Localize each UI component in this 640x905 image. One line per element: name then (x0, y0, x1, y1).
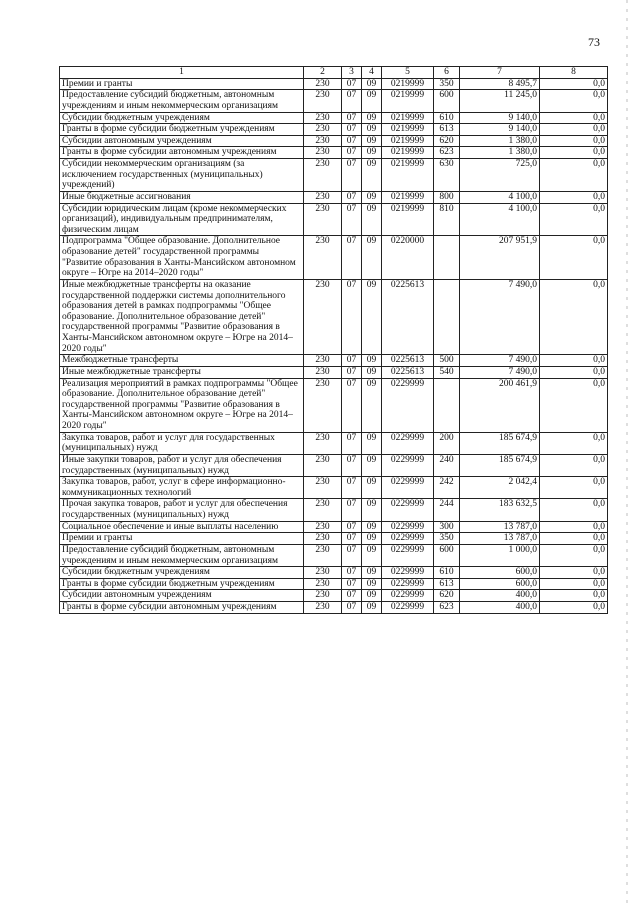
page-number: 73 (588, 35, 600, 49)
cell-subsection: 09 (362, 355, 382, 367)
cell-section: 07 (342, 533, 362, 545)
table-row (60, 124, 608, 136)
cell-amount-2: 0,0 (540, 590, 608, 602)
header-cell: 8 (540, 67, 608, 79)
cell-target-article: 0229999 (382, 578, 434, 590)
cell-target-article: 0229999 (382, 499, 434, 521)
cell-amount-2: 0,0 (540, 78, 608, 90)
cell-admin-code: 230 (304, 578, 342, 590)
cell-target-article: 0229999 (382, 432, 434, 454)
cell-amount: 725,0 (460, 159, 540, 192)
cell-subsection: 09 (362, 454, 382, 476)
cell-amount-2: 0,0 (540, 124, 608, 136)
cell-expense-type: 600 (434, 90, 460, 112)
cell-target-article: 0219999 (382, 90, 434, 112)
cell-expense-type: 540 (434, 366, 460, 378)
header-cell: 6 (434, 67, 460, 79)
cell-amount-2: 0,0 (540, 432, 608, 454)
cell-section: 07 (342, 602, 362, 614)
cell-amount: 400,0 (460, 602, 540, 614)
cell-amount: 2 042,4 (460, 477, 540, 499)
cell-target-article: 0229999 (382, 544, 434, 566)
cell-amount-2: 0,0 (540, 203, 608, 236)
cell-target-article: 0219999 (382, 78, 434, 90)
cell-target-article: 0225613 (382, 355, 434, 367)
cell-amount-2: 0,0 (540, 533, 608, 545)
cell-expense-type: 800 (434, 191, 460, 203)
cell-name: Субсидии бюджетным учреждениям (60, 567, 304, 579)
header-cell: 7 (460, 67, 540, 79)
cell-target-article: 0229999 (382, 454, 434, 476)
cell-admin-code: 230 (304, 454, 342, 476)
cell-admin-code: 230 (304, 203, 342, 236)
cell-section: 07 (342, 236, 362, 280)
cell-amount: 7 490,0 (460, 279, 540, 354)
header-cell: 4 (362, 67, 382, 79)
cell-target-article: 0229999 (382, 590, 434, 602)
cell-section: 07 (342, 567, 362, 579)
cell-amount-2: 0,0 (540, 147, 608, 159)
cell-expense-type: 613 (434, 578, 460, 590)
cell-subsection: 09 (362, 78, 382, 90)
cell-admin-code: 230 (304, 378, 342, 432)
cell-name: Закупка товаров, работ и услуг для государственных (муниципальных) нужд (60, 432, 304, 454)
table-row (60, 236, 608, 280)
cell-name: Субсидии юридическим лицам (кроме некоммерческих организаций), индивидуальным предпринимателям, физическим лицам (60, 203, 304, 236)
cell-subsection: 09 (362, 366, 382, 378)
cell-subsection: 09 (362, 124, 382, 136)
scan-edge-decoration (626, 0, 628, 905)
table-row (60, 590, 608, 602)
budget-table (59, 66, 608, 614)
cell-target-article: 0225613 (382, 279, 434, 354)
cell-admin-code: 230 (304, 477, 342, 499)
cell-amount: 7 490,0 (460, 366, 540, 378)
cell-target-article: 0219999 (382, 159, 434, 192)
cell-section: 07 (342, 191, 362, 203)
cell-admin-code: 230 (304, 544, 342, 566)
table-row (60, 90, 608, 112)
cell-expense-type: 600 (434, 544, 460, 566)
cell-section: 07 (342, 378, 362, 432)
cell-admin-code: 230 (304, 521, 342, 533)
table-row (60, 432, 608, 454)
cell-section: 07 (342, 499, 362, 521)
cell-target-article: 0229999 (382, 477, 434, 499)
table-row (60, 203, 608, 236)
cell-amount: 8 495,7 (460, 78, 540, 90)
cell-subsection: 09 (362, 590, 382, 602)
cell-section: 07 (342, 279, 362, 354)
cell-admin-code: 230 (304, 279, 342, 354)
cell-amount: 9 140,0 (460, 124, 540, 136)
cell-subsection: 09 (362, 191, 382, 203)
table-row (60, 378, 608, 432)
header-cell: 3 (342, 67, 362, 79)
cell-amount-2: 0,0 (540, 355, 608, 367)
cell-expense-type: 240 (434, 454, 460, 476)
cell-target-article: 0219999 (382, 124, 434, 136)
cell-section: 07 (342, 90, 362, 112)
cell-admin-code: 230 (304, 90, 342, 112)
cell-amount-2: 0,0 (540, 90, 608, 112)
cell-amount-2: 0,0 (540, 191, 608, 203)
cell-amount-2: 0,0 (540, 499, 608, 521)
cell-expense-type: 610 (434, 567, 460, 579)
cell-admin-code: 230 (304, 112, 342, 124)
table-row (60, 454, 608, 476)
cell-section: 07 (342, 432, 362, 454)
cell-target-article: 0229999 (382, 567, 434, 579)
cell-amount: 400,0 (460, 590, 540, 602)
cell-amount-2: 0,0 (540, 578, 608, 590)
table-row (60, 533, 608, 545)
cell-amount-2: 0,0 (540, 567, 608, 579)
cell-subsection: 09 (362, 135, 382, 147)
cell-target-article: 0220000 (382, 236, 434, 280)
cell-name: Предоставление субсидий бюджетным, автономным учреждениям и иным некоммерческим организациям (60, 544, 304, 566)
cell-section: 07 (342, 203, 362, 236)
cell-name: Прочая закупка товаров, работ и услуг для обеспечения государственных (муниципальных) нужд (60, 499, 304, 521)
table-row (60, 191, 608, 203)
cell-name: Субсидии автономным учреждениям (60, 590, 304, 602)
cell-expense-type: 613 (434, 124, 460, 136)
cell-admin-code: 230 (304, 499, 342, 521)
cell-section: 07 (342, 590, 362, 602)
cell-expense-type: 300 (434, 521, 460, 533)
cell-amount: 13 787,0 (460, 521, 540, 533)
cell-expense-type (434, 279, 460, 354)
cell-name: Иные закупки товаров, работ и услуг для обеспечения государственных (муниципальных) нужд (60, 454, 304, 476)
cell-admin-code: 230 (304, 533, 342, 545)
cell-subsection: 09 (362, 159, 382, 192)
cell-amount: 4 100,0 (460, 203, 540, 236)
cell-admin-code: 230 (304, 602, 342, 614)
cell-admin-code: 230 (304, 78, 342, 90)
cell-admin-code: 230 (304, 590, 342, 602)
cell-amount-2: 0,0 (540, 159, 608, 192)
cell-section: 07 (342, 135, 362, 147)
cell-subsection: 09 (362, 521, 382, 533)
cell-amount: 600,0 (460, 567, 540, 579)
cell-expense-type: 623 (434, 602, 460, 614)
cell-admin-code: 230 (304, 236, 342, 280)
cell-subsection: 09 (362, 112, 382, 124)
cell-section: 07 (342, 366, 362, 378)
cell-amount: 13 787,0 (460, 533, 540, 545)
cell-admin-code: 230 (304, 159, 342, 192)
cell-expense-type: 623 (434, 147, 460, 159)
table-row (60, 499, 608, 521)
cell-subsection: 09 (362, 499, 382, 521)
cell-subsection: 09 (362, 477, 382, 499)
cell-section: 07 (342, 159, 362, 192)
cell-section: 07 (342, 544, 362, 566)
cell-expense-type: 810 (434, 203, 460, 236)
cell-expense-type: 620 (434, 135, 460, 147)
cell-amount: 1 000,0 (460, 544, 540, 566)
cell-name: Иные бюджетные ассигнования (60, 191, 304, 203)
cell-name: Гранты в форме субсидии бюджетным учреждениям (60, 578, 304, 590)
cell-admin-code: 230 (304, 366, 342, 378)
cell-amount-2: 0,0 (540, 112, 608, 124)
cell-name: Субсидии автономным учреждениям (60, 135, 304, 147)
cell-subsection: 09 (362, 378, 382, 432)
cell-subsection: 09 (362, 279, 382, 354)
cell-amount: 200 461,9 (460, 378, 540, 432)
cell-expense-type: 244 (434, 499, 460, 521)
cell-target-article: 0229999 (382, 602, 434, 614)
cell-amount-2: 0,0 (540, 279, 608, 354)
cell-name: Межбюджетные трансферты (60, 355, 304, 367)
cell-expense-type: 620 (434, 590, 460, 602)
header-cell: 5 (382, 67, 434, 79)
table-row (60, 78, 608, 90)
cell-target-article: 0229999 (382, 533, 434, 545)
table-body (60, 67, 608, 614)
cell-admin-code: 230 (304, 124, 342, 136)
table-row (60, 544, 608, 566)
cell-amount-2: 0,0 (540, 602, 608, 614)
cell-expense-type: 350 (434, 78, 460, 90)
cell-name: Субсидии некоммерческим организациям (за исключением государственных (муниципальных) учреждений) (60, 159, 304, 192)
cell-name: Иные межбюджетные трансферты на оказание государственной поддержки системы дополнительного образования детей в рамках подпрограммы "Общее образование. Дополнительное образование детей" государственной программы "Развитие образования в Ханты-Мансийском автономном округе – Югре на 2014–2020 годы" (60, 279, 304, 354)
cell-subsection: 09 (362, 602, 382, 614)
cell-target-article: 0219999 (382, 147, 434, 159)
cell-subsection: 09 (362, 147, 382, 159)
cell-expense-type: 630 (434, 159, 460, 192)
cell-subsection: 09 (362, 203, 382, 236)
cell-target-article: 0219999 (382, 135, 434, 147)
cell-amount-2: 0,0 (540, 236, 608, 280)
cell-section: 07 (342, 78, 362, 90)
table-row (60, 135, 608, 147)
cell-amount: 207 951,9 (460, 236, 540, 280)
cell-section: 07 (342, 578, 362, 590)
cell-section: 07 (342, 477, 362, 499)
cell-amount-2: 0,0 (540, 477, 608, 499)
cell-amount: 600,0 (460, 578, 540, 590)
cell-amount: 183 632,5 (460, 499, 540, 521)
cell-section: 07 (342, 355, 362, 367)
cell-subsection: 09 (362, 432, 382, 454)
header-row (60, 67, 608, 79)
cell-amount: 7 490,0 (460, 355, 540, 367)
cell-name: Социальное обеспечение и иные выплаты населению (60, 521, 304, 533)
cell-expense-type: 200 (434, 432, 460, 454)
table-row (60, 112, 608, 124)
cell-name: Иные межбюджетные трансферты (60, 366, 304, 378)
cell-subsection: 09 (362, 90, 382, 112)
cell-amount: 1 380,0 (460, 147, 540, 159)
cell-amount-2: 0,0 (540, 378, 608, 432)
cell-target-article: 0219999 (382, 191, 434, 203)
cell-amount-2: 0,0 (540, 135, 608, 147)
table-row (60, 567, 608, 579)
header-cell: 2 (304, 67, 342, 79)
cell-admin-code: 230 (304, 135, 342, 147)
cell-subsection: 09 (362, 567, 382, 579)
cell-name: Премии и гранты (60, 78, 304, 90)
table-row (60, 355, 608, 367)
table-row (60, 147, 608, 159)
table-row (60, 279, 608, 354)
cell-target-article: 0219999 (382, 203, 434, 236)
cell-target-article: 0229999 (382, 378, 434, 432)
table-row (60, 521, 608, 533)
cell-amount: 9 140,0 (460, 112, 540, 124)
cell-subsection: 09 (362, 533, 382, 545)
table-row (60, 159, 608, 192)
table-row (60, 602, 608, 614)
cell-section: 07 (342, 112, 362, 124)
cell-expense-type: 242 (434, 477, 460, 499)
cell-name: Премии и гранты (60, 533, 304, 545)
cell-section: 07 (342, 454, 362, 476)
cell-target-article: 0225613 (382, 366, 434, 378)
cell-amount-2: 0,0 (540, 366, 608, 378)
cell-name: Субсидии бюджетным учреждениям (60, 112, 304, 124)
cell-amount-2: 0,0 (540, 521, 608, 533)
cell-target-article: 0219999 (382, 112, 434, 124)
cell-section: 07 (342, 147, 362, 159)
cell-name: Гранты в форме субсидии бюджетным учреждениям (60, 124, 304, 136)
table-row (60, 477, 608, 499)
cell-expense-type: 350 (434, 533, 460, 545)
cell-expense-type: 500 (434, 355, 460, 367)
cell-subsection: 09 (362, 578, 382, 590)
cell-expense-type (434, 236, 460, 280)
cell-name: Закупка товаров, работ, услуг в сфере информационно-коммуникационных технологий (60, 477, 304, 499)
table-row (60, 578, 608, 590)
cell-subsection: 09 (362, 236, 382, 280)
header-cell: 1 (60, 67, 304, 79)
cell-amount: 4 100,0 (460, 191, 540, 203)
cell-target-article: 0229999 (382, 521, 434, 533)
cell-admin-code: 230 (304, 567, 342, 579)
cell-name: Реализация мероприятий в рамках подпрограммы "Общее образование. Дополнительное образование детей" государственной программы "Развитие образования в Ханты-Мансийском автономном округе – Югре на 2014–2020 годы" (60, 378, 304, 432)
cell-subsection: 09 (362, 544, 382, 566)
cell-expense-type: 610 (434, 112, 460, 124)
cell-admin-code: 230 (304, 191, 342, 203)
cell-name: Подпрограмма "Общее образование. Дополнительное образование детей" государственной программы "Развитие образования в Ханты-Мансийском автономном округе – Югре на 2014–2020 годы" (60, 236, 304, 280)
cell-amount: 1 380,0 (460, 135, 540, 147)
cell-admin-code: 230 (304, 432, 342, 454)
cell-admin-code: 230 (304, 355, 342, 367)
cell-section: 07 (342, 124, 362, 136)
cell-amount-2: 0,0 (540, 544, 608, 566)
table-row (60, 366, 608, 378)
cell-section: 07 (342, 521, 362, 533)
cell-name: Предоставление субсидий бюджетным, автономным учреждениям и иным некоммерческим организациям (60, 90, 304, 112)
cell-name: Гранты в форме субсидии автономным учреждениям (60, 602, 304, 614)
cell-admin-code: 230 (304, 147, 342, 159)
cell-name: Гранты в форме субсидии автономным учреждениям (60, 147, 304, 159)
cell-amount: 185 674,9 (460, 454, 540, 476)
cell-amount: 185 674,9 (460, 432, 540, 454)
cell-amount-2: 0,0 (540, 454, 608, 476)
cell-amount: 11 245,0 (460, 90, 540, 112)
cell-expense-type (434, 378, 460, 432)
